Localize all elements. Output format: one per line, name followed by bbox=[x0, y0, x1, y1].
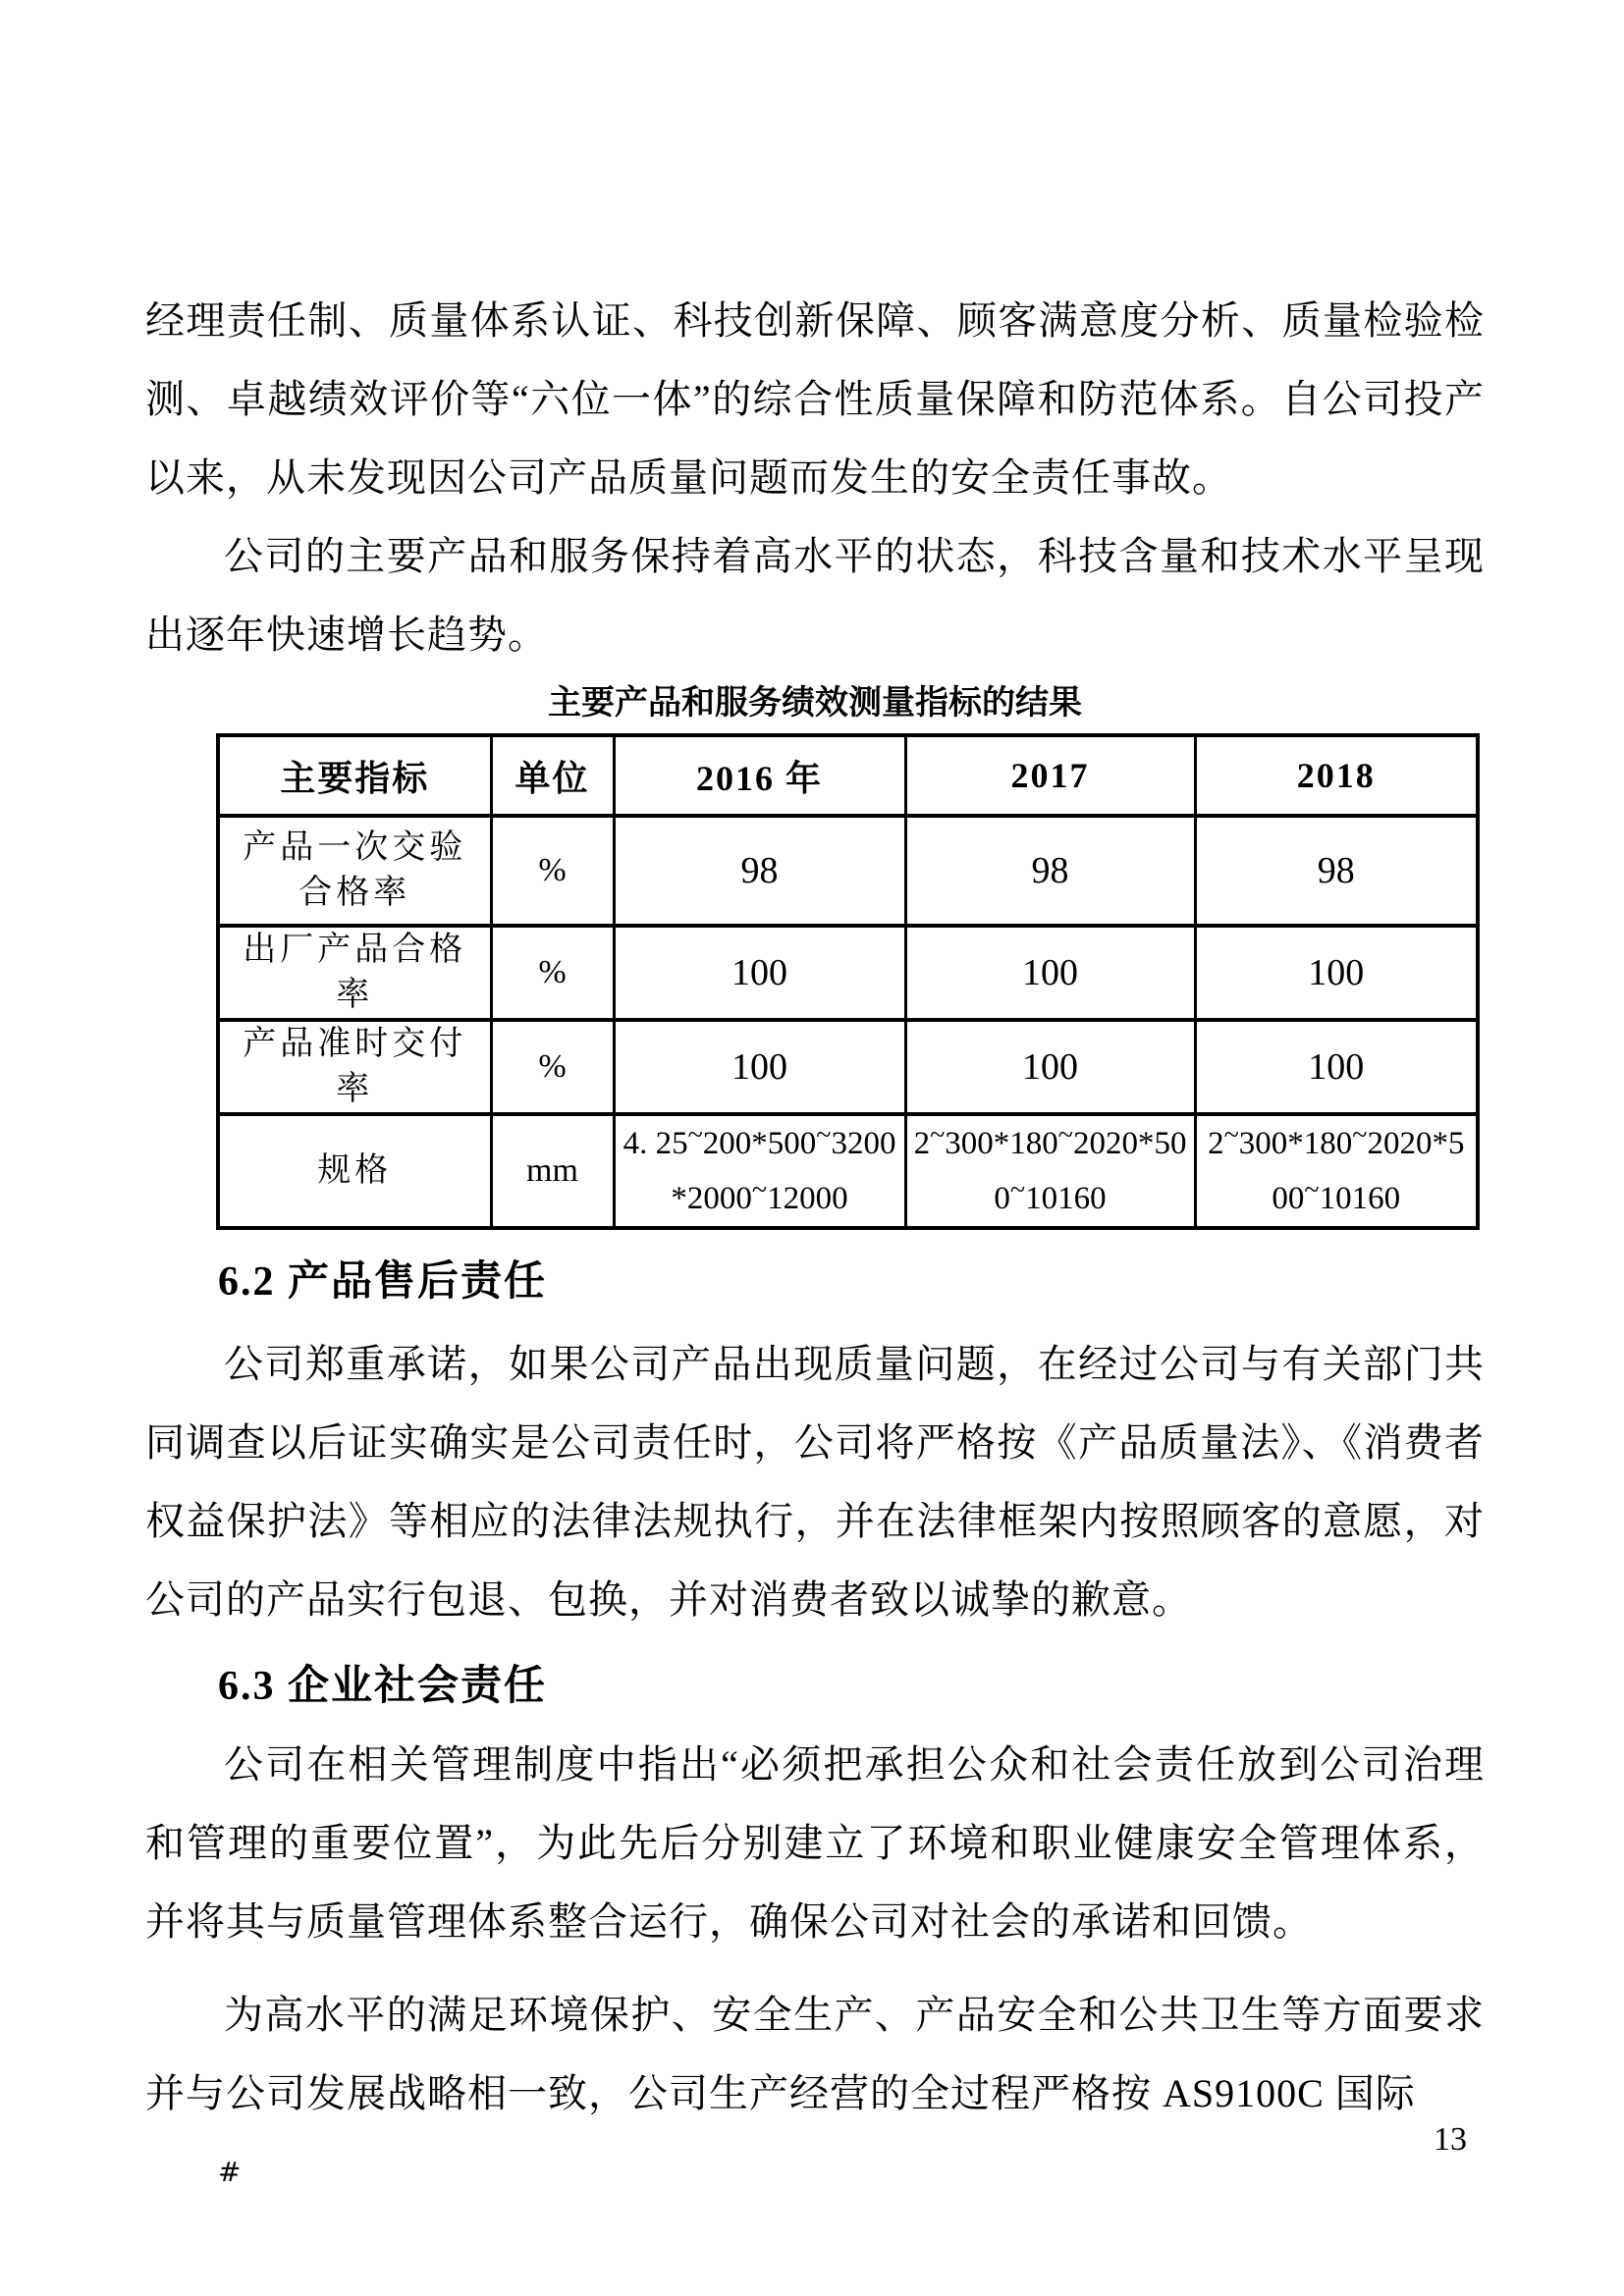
table-row bbox=[218, 1114, 1478, 1228]
table-row bbox=[218, 1020, 1478, 1114]
table-cell-indicator: 产品准时交付率 bbox=[218, 1020, 491, 1114]
table-cell-indicator: 产品一次交验合格率 bbox=[218, 816, 491, 926]
section-heading-6-2: 6.2 产品售后责任 bbox=[218, 1259, 548, 1305]
table-cell-unit: % bbox=[491, 1020, 614, 1114]
table-cell-value: 100 bbox=[614, 926, 905, 1020]
table-header-row bbox=[218, 735, 1478, 816]
metrics-table bbox=[216, 733, 1480, 1230]
paragraph: 公司的主要产品和服务保持着高水平的状态，科技含量和技术水平呈现出逐年快速增长趋势。 bbox=[145, 534, 1485, 657]
footnote-mark: # bbox=[218, 2156, 242, 2188]
table-cell-value: 98 bbox=[1195, 816, 1478, 926]
section-heading-6-3: 6.3 企业社会责任 bbox=[218, 1664, 548, 1709]
table-title: 主要产品和服务绩效测量指标的结果 bbox=[548, 685, 1082, 721]
page-content bbox=[145, 0, 1485, 2133]
table-cell-value: 100 bbox=[905, 1020, 1195, 1114]
table-cell-value: 98 bbox=[614, 816, 905, 926]
table-cell-value: 98 bbox=[905, 816, 1195, 926]
table-cell-unit: % bbox=[491, 816, 614, 926]
table-header-cell: 2017 bbox=[905, 735, 1195, 816]
page-number: 13 bbox=[1434, 2121, 1467, 2158]
table-cell-unit: % bbox=[491, 926, 614, 1020]
table-cell-unit: mm bbox=[491, 1114, 614, 1228]
table-cell-value: 100 bbox=[1195, 1020, 1478, 1114]
paragraph: 公司在相关管理制度中指出“必须把承担公众和社会责任放到公司治理和管理的重要位置”，为此先后分别建立了环境和职业健康安全管理体系，并将其与质量管理体系整合运行，确保公司对社会的承诺和回馈。 bbox=[145, 1742, 1485, 1944]
paragraph: 为高水平的满足环境保护、安全生产、产品安全和公共卫生等方面要求并与公司发展战略相一致，公司生产经营的全过程严格按 AS9100C 国际 bbox=[145, 1993, 1485, 2115]
table-cell-value: 100 bbox=[905, 926, 1195, 1020]
table-cell-spec: 4. 25~200*500~3200*2000~12000 bbox=[614, 1114, 905, 1228]
table-header-cell: 单位 bbox=[491, 735, 614, 816]
table-cell-indicator: 出厂产品合格率 bbox=[218, 926, 491, 1020]
paragraph: 经理责任制、质量体系认证、科技创新保障、顾客满意度分析、质量检验检测、卓越绩效评价等“六位一体”的综合性质量保障和防范体系。自公司投产以来，从未发现因公司产品质量问题而发生的安全责任事故。 bbox=[145, 298, 1485, 500]
table-cell-value: 100 bbox=[1195, 926, 1478, 1020]
paragraph: 公司郑重承诺，如果公司产品出现质量问题，在经过公司与有关部门共同调查以后证实确实是公司责任时，公司将严格按《产品质量法》、《消费者权益保护法》等相应的法律法规执行，并在法律框架内按照顾客的意愿，对公司的产品实行包退、包换，并对消费者致以诚挚的歉意。 bbox=[145, 1342, 1485, 1622]
table-cell-spec: 2~300*180~2020*500~10160 bbox=[1195, 1114, 1478, 1228]
table-header-cell: 2018 bbox=[1195, 735, 1478, 816]
table-header-cell: 2016 年 bbox=[614, 735, 905, 816]
table-cell-indicator: 规格 bbox=[218, 1114, 491, 1228]
table-row bbox=[218, 926, 1478, 1020]
table-cell-spec: 2~300*180~2020*500~10160 bbox=[905, 1114, 1195, 1228]
table-cell-value: 100 bbox=[614, 1020, 905, 1114]
table-row bbox=[218, 816, 1478, 926]
table-header-cell: 主要指标 bbox=[218, 735, 491, 816]
